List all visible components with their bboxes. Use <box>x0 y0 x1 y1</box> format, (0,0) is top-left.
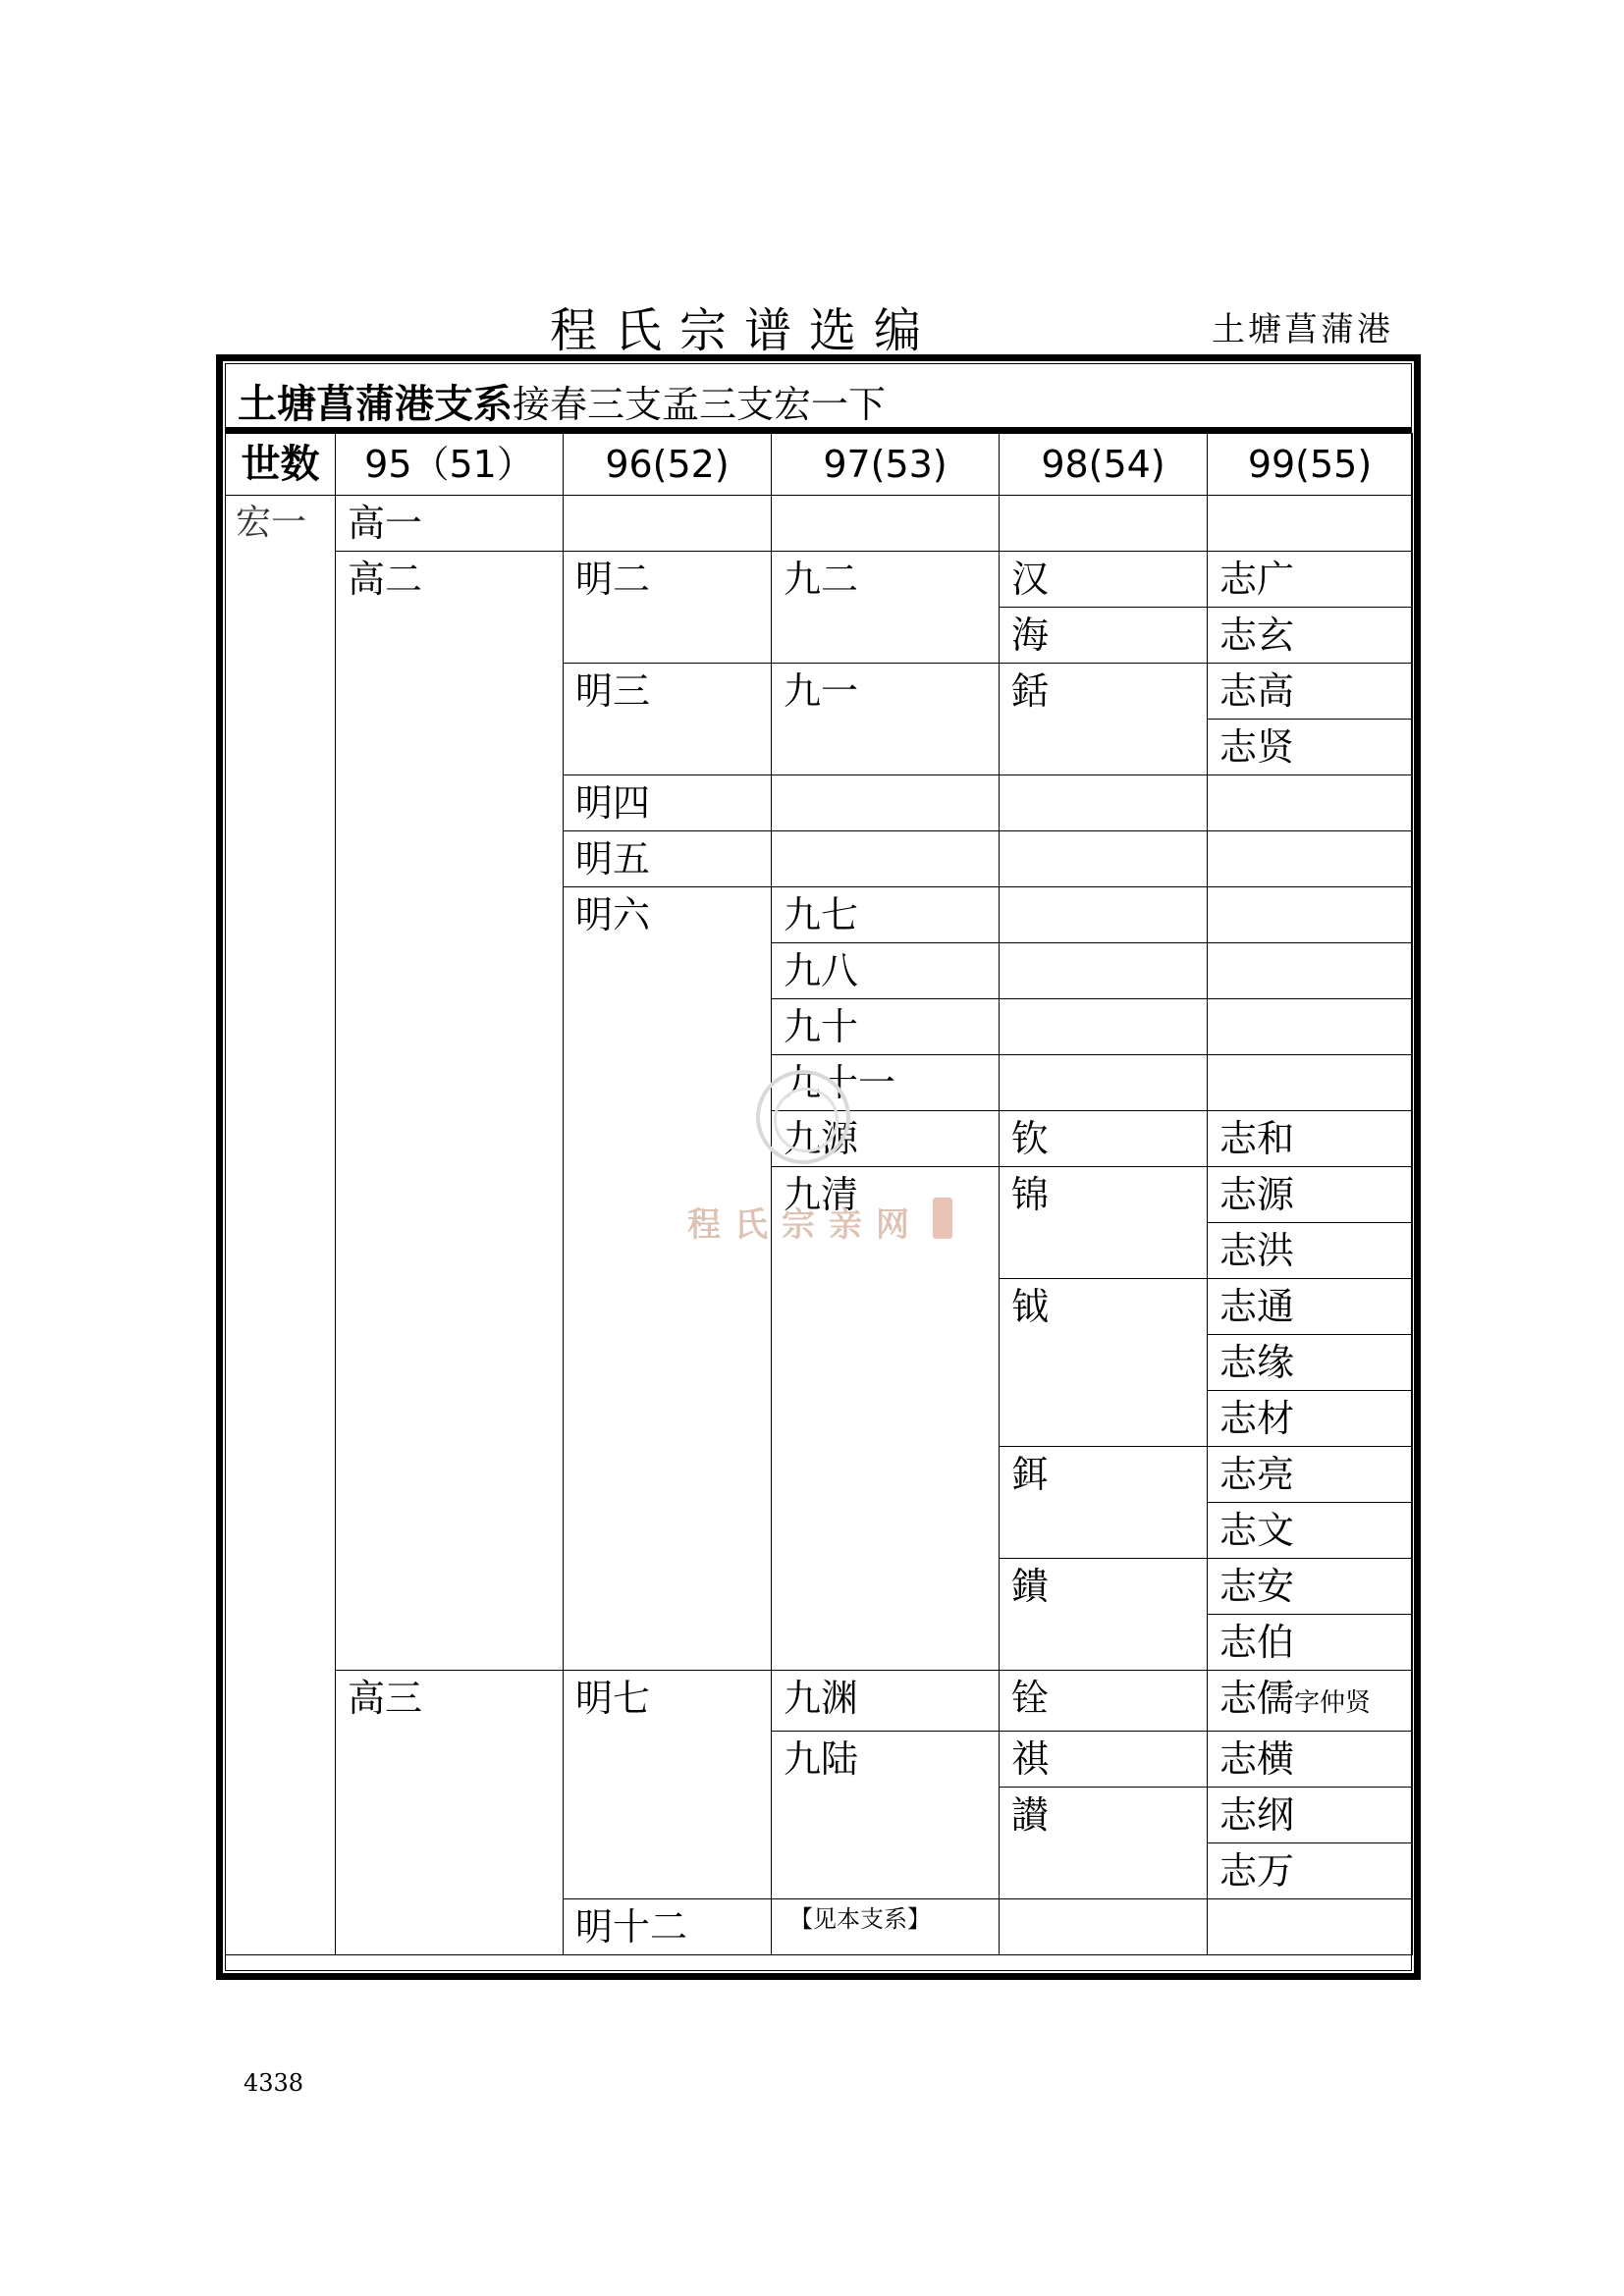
name-cell: 鐀 <box>1000 1559 1208 1671</box>
name-cell: 高一 <box>336 496 564 552</box>
name-cell: 志贤 <box>1208 720 1413 775</box>
name-cell: 讃 <box>1000 1788 1208 1899</box>
genealogy-table <box>225 433 1413 1955</box>
courtesy-name-note: 字仲贤 <box>1294 1688 1372 1718</box>
name-cell: 钦 <box>1000 1111 1208 1167</box>
table-row <box>226 496 1413 552</box>
name-cell: 明七 <box>564 1671 772 1899</box>
name-cell: 钺 <box>1000 1279 1208 1447</box>
empty-cell <box>1208 999 1413 1055</box>
column-header-row <box>226 434 1413 496</box>
empty-cell <box>772 831 1000 887</box>
branch-title: 土塘菖蒲港支系 <box>238 382 513 427</box>
empty-cell <box>1208 496 1413 552</box>
empty-cell <box>1000 887 1208 943</box>
empty-cell <box>1000 943 1208 999</box>
empty-cell <box>1000 1899 1208 1955</box>
empty-cell <box>1208 831 1413 887</box>
name-cell <box>1208 1671 1413 1732</box>
name-cell: 志伯 <box>1208 1615 1413 1671</box>
name-cell: 九二 <box>772 552 1000 664</box>
name-cell: 明四 <box>564 775 772 831</box>
empty-cell <box>1208 943 1413 999</box>
name-cell: 志广 <box>1208 552 1413 608</box>
name-cell: 祺 <box>1000 1732 1208 1788</box>
watermark-seal-icon <box>756 1070 850 1164</box>
name-cell: 志玄 <box>1208 608 1413 664</box>
name-cell: 鉺 <box>1000 1447 1208 1559</box>
name-cell: 志亮 <box>1208 1447 1413 1503</box>
table-row <box>226 552 1413 608</box>
ancestor-cell: 宏一 <box>226 496 336 1955</box>
name-cell: 高三 <box>336 1671 564 1955</box>
empty-cell <box>1208 887 1413 943</box>
column-header-generation: 世数 <box>226 434 336 496</box>
empty-cell <box>1208 1899 1413 1955</box>
column-header-97: 97(53) <box>772 434 1000 496</box>
name-cell: 九一 <box>772 664 1000 775</box>
name-cell: 九十一 <box>772 1055 1000 1111</box>
name-cell: 志源 <box>1208 1167 1413 1223</box>
name-cell: 銛 <box>1000 664 1208 775</box>
name-cell: 九十 <box>772 999 1000 1055</box>
empty-cell <box>564 496 772 552</box>
name-cell: 九源 <box>772 1111 1000 1167</box>
watermark-stamp-icon <box>933 1198 952 1239</box>
name-cell: 明十二 <box>564 1899 772 1955</box>
name-cell: 志纲 <box>1208 1788 1413 1843</box>
name-cell: 明五 <box>564 831 772 887</box>
empty-cell <box>1000 831 1208 887</box>
name-cell: 九陆 <box>772 1732 1000 1899</box>
name-cell: 志缘 <box>1208 1335 1413 1391</box>
empty-cell <box>1208 1055 1413 1111</box>
name-cell: 海 <box>1000 608 1208 664</box>
name-cell: 志洪 <box>1208 1223 1413 1279</box>
name-cell: 志文 <box>1208 1503 1413 1559</box>
document-title: 程氏宗谱选编 <box>550 303 940 358</box>
empty-cell <box>1000 775 1208 831</box>
name-text: 志儒 <box>1219 1677 1295 1720</box>
empty-cell <box>1000 496 1208 552</box>
name-cell: 九七 <box>772 887 1000 943</box>
name-cell: 九清 <box>772 1167 1000 1671</box>
name-cell: 明二 <box>564 552 772 664</box>
empty-cell <box>1000 999 1208 1055</box>
column-header-99: 99(55) <box>1208 434 1413 496</box>
name-cell: 志材 <box>1208 1391 1413 1447</box>
name-cell: 志横 <box>1208 1732 1413 1788</box>
name-cell: 九八 <box>772 943 1000 999</box>
running-header-branch: 土塘菖蒲港 <box>1212 310 1393 349</box>
name-cell: 九渊 <box>772 1671 1000 1732</box>
empty-cell <box>772 775 1000 831</box>
name-cell: 志安 <box>1208 1559 1413 1615</box>
empty-cell <box>1000 1055 1208 1111</box>
table-row <box>226 1671 1413 1732</box>
see-branch-note: 【见本支系】 <box>772 1899 1000 1955</box>
name-cell: 志万 <box>1208 1843 1413 1899</box>
column-header-95: 95（51） <box>336 434 564 496</box>
column-header-96: 96(52) <box>564 434 772 496</box>
branch-note: 接春三支孟三支宏一下 <box>513 383 887 426</box>
empty-cell <box>772 496 1000 552</box>
name-cell: 志和 <box>1208 1111 1413 1167</box>
branch-header <box>238 373 886 429</box>
name-cell: 志高 <box>1208 664 1413 720</box>
name-cell: 高二 <box>336 552 564 1671</box>
page-number: 4338 <box>244 2069 304 2097</box>
column-header-98: 98(54) <box>1000 434 1208 496</box>
name-cell: 汉 <box>1000 552 1208 608</box>
name-cell: 明六 <box>564 887 772 1671</box>
watermark-text: 程氏宗亲网 <box>687 1205 923 1245</box>
name-cell: 铨 <box>1000 1671 1208 1732</box>
name-cell: 志通 <box>1208 1279 1413 1335</box>
name-cell: 明三 <box>564 664 772 775</box>
empty-cell <box>1208 775 1413 831</box>
name-cell: 锦 <box>1000 1167 1208 1279</box>
